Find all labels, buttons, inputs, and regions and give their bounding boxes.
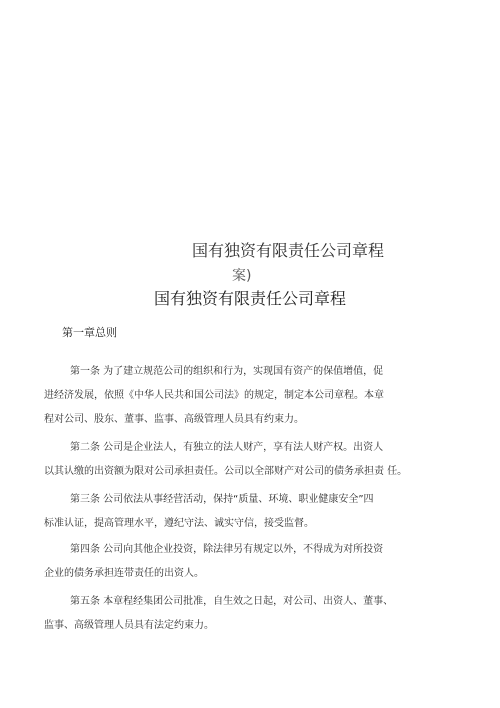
article-2-line-1: 第二条 公司是企业法人，有独立的法人财产，享有法人财产权。出资人 bbox=[70, 442, 384, 453]
article-2-line-2: 以其认缴的出资额为限对公司承担责任。公司以全部财产对公司的债务承担责 任。 bbox=[44, 466, 408, 477]
chapter-heading: 第一章总则 bbox=[62, 326, 117, 339]
article-4-line-1: 第四条 公司向其他企业投资，除法律另有规定以外，不得成为对所投资 bbox=[70, 544, 384, 555]
article-5-line-1: 第五条 本章程经集团公司批准，自生效之日起，对公司、出资人、董事、 bbox=[70, 596, 394, 607]
article-1-line-2: 进经济发展，依照《中华人民共和国公司法》的规定，制定本公司章程。本章 bbox=[44, 390, 384, 401]
article-1-line-3: 程对公司、股东、董事、监事、高级管理人员具有约束力。 bbox=[44, 414, 304, 425]
article-1-line-1: 第一条 为了建立规范公司的组织和行为，实现国有资产的保值增值，促 bbox=[70, 366, 384, 377]
article-3-line-2: 标准认证，提高管理水平，遵纪守法、诚实守信，接受监督。 bbox=[44, 518, 314, 529]
article-5-line-2: 监事、高级管理人员具有法定约束力。 bbox=[44, 620, 214, 631]
document-title-repeat: 国有独资有限责任公司章程 bbox=[154, 289, 347, 308]
article-3-line-1: 第三条 公司依法从事经营活动，保持“质量、环境、职业健康安全”四 bbox=[70, 494, 374, 505]
document-title-fragment: 案) bbox=[232, 268, 252, 284]
document-title: 国有独资有限责任公司章程 bbox=[192, 241, 385, 260]
article-4-line-2: 企业的债务承担连带责任的出资人。 bbox=[44, 568, 204, 579]
